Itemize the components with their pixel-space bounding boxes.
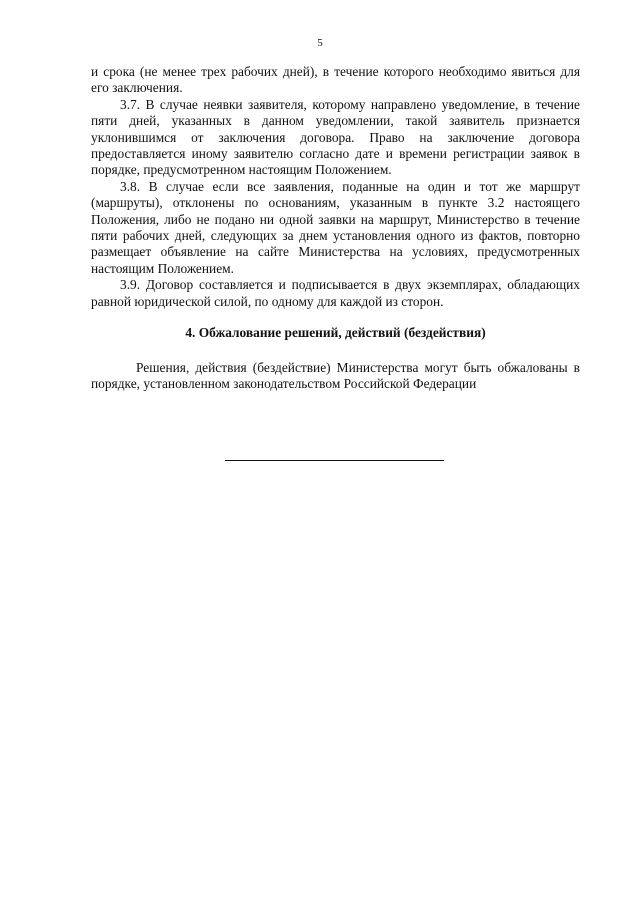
- section-spacer: [91, 342, 580, 360]
- section-4-heading: 4. Обжалование решений, действий (бездействия): [185, 325, 486, 341]
- end-divider-line: [225, 460, 444, 461]
- paragraph-continuation: и срока (не менее трех рабочих дней), в течение которого необходимо явиться для его заключения.: [91, 64, 580, 96]
- document-body: [91, 64, 580, 392]
- section-4-paragraph: Решения, действия (бездействие) Министерства могут быть обжалованы в порядке, установленном законодательством Российской Федерации: [91, 359, 580, 391]
- paragraph-3-9: 3.9. Договор составляется и подписывается в двух экземплярах, обладающих равной юридической силой, по одному для каждой из сторон.: [91, 277, 580, 309]
- page-number: 5: [317, 37, 323, 49]
- paragraph-3-8: 3.8. В случае если все заявления, поданные на один и тот же маршрут (маршруты), отклонены по основаниям, указанным в пункте 3.2 настоящего Положения, либо не подано ни одной заявки на маршрут, Министерство в течение пяти рабочих дней, следующих за днем установления одного из фактов, повторно размещает объявление на сайте Министерства на условиях, предусмотренных настоящим Положением.: [91, 178, 580, 276]
- paragraph-3-7: 3.7. В случае неявки заявителя, которому направлено уведомление, в течение пяти дней, указанных в данном уведомлении, такой заявитель признается уклонившимся от заключения договора. Право на заключение договора предоставляется иному заявителю согласно дате и времени регистрации заявок в порядке, предусмотренном настоящим Положением.: [91, 96, 580, 178]
